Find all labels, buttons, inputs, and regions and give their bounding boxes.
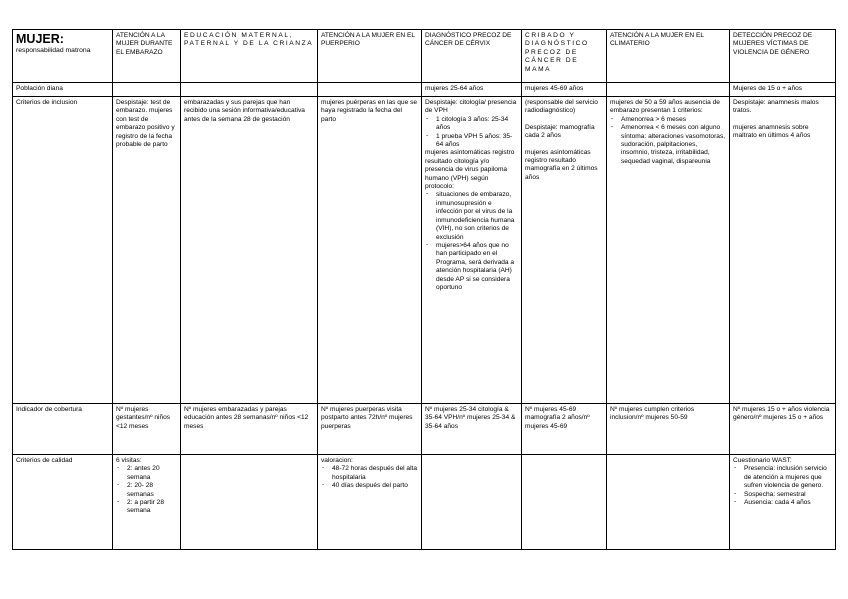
cell-cobertura-embarazo: Nº mujeres gestantes/nº niños <12 meses [113,404,181,455]
page-subtitle: responsabilidad matrona [16,47,91,54]
list-item: - Amenorrea > 6 meses [610,116,726,124]
cell-empty [318,83,422,97]
cell-calidad-embarazo [113,455,181,550]
list-item: - 2: a partir 28 semana [116,499,177,516]
header-title-cell [13,30,113,83]
cell-inclusion-mama [522,97,607,404]
cell-calidad-puerperio [318,455,422,550]
cell-empty [522,455,607,550]
column-header-violencia: DETECCIÓN PRECOZ DE MUJERES VÍCTIMAS DE VIOLENCIA DE GÉNERO [730,30,836,83]
dash-list [425,116,518,150]
cell-inclusion-climaterio [607,97,730,404]
cell-empty [607,455,730,550]
row-criterios-calidad [13,455,836,550]
cell-cobertura-violencia: Nº mujeres 15 o + años violencia género/nº mujeres 15 o + años [730,404,836,455]
cell-empty [113,83,181,97]
cell-empty [181,83,318,97]
column-header-embarazo: ATENCIÓN A LA MUJER DURANTE EL EMBARAZO [113,30,181,83]
row-poblacion-diana [13,83,836,97]
list-item: - situaciones de embarazo, inmunosupresión e infección por el virus de la inmunodeficiencia humana (VIH), no son criterios de exclusión [425,191,518,241]
cell-cobertura-educacion: Nº mujeres embarazadas y parejas educación antes 28 semanas/nº niños <12 meses [181,404,318,455]
list-item: - Amenorrea < 6 meses con alguno síntoma: alteraciones vasomotoras, sudoración, palpitaciones, insomnio, tristeza, irritabilidad, sequedad vaginal, dispareunia [610,124,726,166]
row-indicador-cobertura [13,404,836,455]
list-item: - 48-72 horas después del alta hospitalaria [321,465,418,482]
row-label: Criterios de calidad [13,455,113,550]
cell-text: Despistaje: anamnesis malos tratos. [733,99,819,115]
cell-inclusion-puerperio: mujeres puérperas en las que se haya registrado la fecha del parto [318,97,422,404]
cell-text: valoracion: [321,457,353,464]
cell-text: 6 visitas: [116,457,142,464]
list-item: - 1 prueba VPH 5 años: 35-64 años [425,133,518,150]
cell-calidad-violencia [730,455,836,550]
cell-inclusion-embarazo: Despistaje: test de embarazo. mujeres con test de embarazo positivo y registro de la fecha probable de parto [113,97,181,404]
cell-poblacion-violencia: Mujeres de 15 o + años [730,83,836,97]
row-label: Criterios de inclusion [13,97,113,404]
dash-list [733,465,832,507]
list-item: - 2: 20- 28 semanas [116,482,177,499]
cell-text: Despistaje: mamografía cada 2 años [525,123,595,140]
cell-inclusion-cervix [422,97,522,404]
cell-cobertura-puerperio: Nº mujeres puerperas visita postparto antes 72h/nº mujeres puerperas [318,404,422,455]
page-title: MUJER: [16,32,64,46]
dash-list [425,191,518,292]
cell-poblacion-mama: mujeres 45-69 años [522,83,607,97]
row-label: Población diana [13,83,113,97]
dash-list [116,465,177,515]
cell-inclusion-educacion: embarazadas y sus parejas que han recibido una sesión informativa/educativa antes de la semana 28 de gestación [181,97,318,404]
row-criterios-inclusion [13,97,836,404]
cell-cobertura-climaterio: Nº mujeres cumplen criterios inclusion/nº mujeres 50-59 [607,404,730,455]
cell-text: Despistaje: citología/ presencia de VPH [425,99,517,115]
cell-text: mujeres asintomáticas registro resultado citología y/o presencia de virus papiloma humano (VPH) según protocolo: [425,149,515,191]
list-item: - 2: antes 20 semana [116,465,177,482]
cell-text: Cuestionario WAST: [733,457,792,464]
list-item: - Presencia: inclusión servicio de atención a mujeres que sufren violencia de genero. [733,465,832,490]
cell-inclusion-violencia [730,97,836,404]
dash-list [610,116,726,166]
column-header-cervix: DIAGNÓSTICO PRECOZ DE CÁNCER DE CÉRVIX [422,30,522,83]
list-item: - Sospecha: semestral [733,491,832,499]
header-row [13,30,836,83]
list-item: - 1 citología 3 años: 25-34 años [425,116,518,133]
cell-empty [607,83,730,97]
cell-poblacion-cervix: mujeres 25-64 años [422,83,522,97]
list-item: - Ausencia: cada 4 años [733,499,832,507]
cell-text: (responsable del servicio radiodiagnóstico) [525,99,598,115]
cell-cobertura-mama: Nº mujeres 45-69 mamografía 2 años/nº mujeres 45-69 [522,404,607,455]
column-header-climaterio: ATENCIÓN A LA MUJER EN EL CLIMATERIO [607,30,730,83]
cell-text: mujeres asintomáticas registro resultado mamografía en 2 últimos años [525,148,598,181]
dash-list [321,465,418,490]
care-programs-table [12,29,836,550]
cell-text: mujeres de 50 a 59 años ausencia de embarazo presentan 1 criterios: [610,99,720,115]
column-header-puerperio: ATENCIÓN A LA MUJER EN EL PUERPERIO [318,30,422,83]
column-header-mama: CRIBADO Y DIAGNÓSTICO PRECOZ DE CÁNCER DE MAMA [522,30,607,83]
list-item: - mujeres>64 años que no han participado en el Programa, será derivada a atención hospitalaria (AH) desde AP si se considera oportuno [425,242,518,292]
row-label: Indicador de cobertura [13,404,113,455]
cell-empty [181,455,318,550]
cell-cobertura-cervix: Nº mujeres 25-34 citología & 35-64 VPH/nº mujeres 25-34 & 35-64 años [422,404,522,455]
list-item: - 40 días después del parto [321,482,418,490]
column-header-educacion: EDUCACIÓN MATERNAL, PATERNAL Y DE LA CRIANZA [181,30,318,83]
cell-text: mujeres anamnesis sobre maltrato en últimos 4 años [733,123,811,140]
cell-empty [422,455,522,550]
